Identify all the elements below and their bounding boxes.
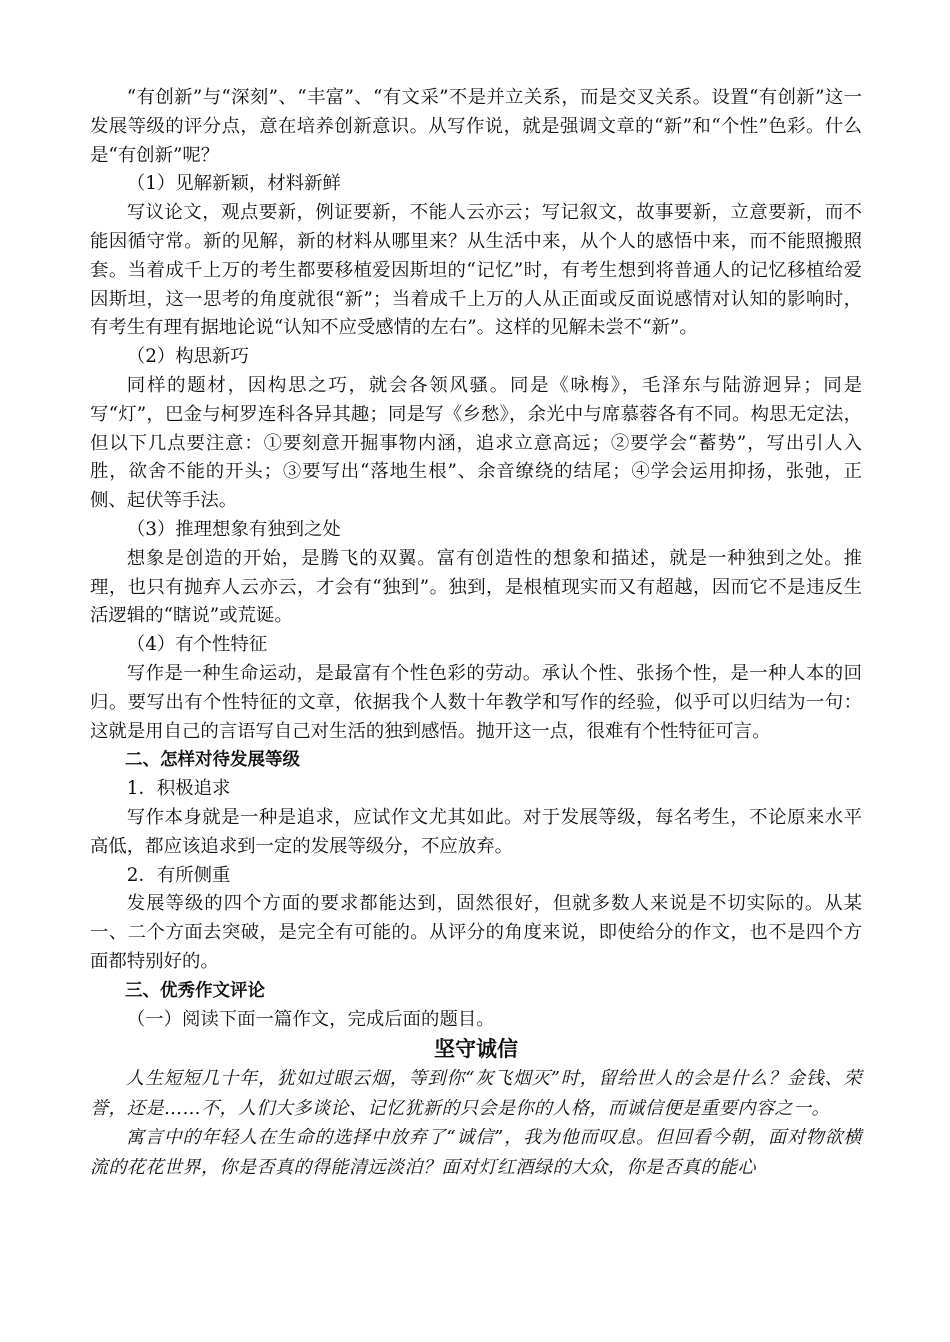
reading-instruction: （一）阅读下面一篇作文，完成后面的题目。 — [126, 1008, 495, 1030]
point-4-paragraph: 写作是一种生命运动，是最富有个性色彩的劳动。承认个性、张扬个性，是一种人本的回归。要写出有个性特征的文章，依据我个人数十年教学和写作的经验，似乎可以归结为一句：这就是用自己的言语写自己对生活的独到感悟。抛开这一点，很难有个性特征可言。 — [90, 662, 862, 742]
point-2-heading: （2）构思新巧 — [126, 346, 249, 368]
point-1-paragraph: 写议论文，观点要新，例证要新，不能人云亦云；写记叙文，故事要新，立意要新，而不能因循守常。新的见解，新的材料从哪里来？从生活中来，从个人的感悟中来，而不能照搬照套。当着成千上万的考生都要移植爱因斯坦的“记忆”时，有考生想到将普通人的记忆移植给爱因斯坦，这一思考的角度就很“新”；当着成千上万的人从正面或反面说感情对认知的影响时，有考生有理有据地论说“认知不应受感情的左右”。这样的见解未尝不“新”。 — [90, 202, 862, 339]
point-3-paragraph: 想象是创造的开始，是腾飞的双翼。富有创造性的想象和描述，就是一种独到之处。推理，也只有抛弃人云亦云，才会有“独到”。独到，是根植现实而又有超越，因而它不是违反生活逻辑的“瞎说”或荒诞。 — [90, 547, 862, 627]
point-4-heading: （4）有个性特征 — [126, 634, 268, 656]
essay-paragraph: 寓言中的年轻人在生命的选择中放弃了“诚信”，我为他而叹息。但回看今朝，面对物欲横流的花花世界，你是否真的得能清远淡泊？面对灯红酒绿的大众，你是否真的能心 — [90, 1127, 862, 1178]
subsection-2-paragraph: 发展等级的四个方面的要求都能达到，固然很好，但就多数人来说是不切实际的。从某一、二个方面去突破，是完全有可能的。从评分的角度来说，即使给分的作文，也不是四个方面都特别好的。 — [90, 893, 862, 972]
subsection-1-heading: 1．积极追求 — [126, 778, 231, 800]
document-page — [90, 84, 862, 1182]
point-2-paragraph: 同样的题材，因构思之巧，就会各领风骚。同是《咏梅》，毛泽东与陆游迥异；同是写“灯”，巴金与柯罗连科各异其趣；同是写《乡愁》，余光中与席慕蓉各有不同。构思无定法，但以下几点要注意：①要刻意开掘事物内涵，追求立意高远；②要学会“蓄势”，写出引人入胜，欲舍不能的开头；③要写出“落地生根”、余音缭绕的结尾；④学会运用抑扬，张弛，正侧、起伏等手法。 — [90, 374, 862, 512]
subsection-2-heading: 2．有所侧重 — [126, 864, 231, 886]
essay-title: 坚守诚信 — [434, 1037, 518, 1062]
section-3-heading: 三、优秀作文评论 — [125, 980, 265, 1001]
point-3-heading: （3）推理想象有独到之处 — [126, 518, 341, 540]
point-1-heading: （1）见解新颖，材料新鲜 — [126, 173, 341, 195]
section-2-heading: 二、怎样对待发展等级 — [125, 750, 300, 771]
intro-paragraph: “有创新”与“深刻”、“丰富”、“有文采”不是并立关系，而是交叉关系。设置“有创新”这一发展等级的评分点，意在培养创新意识。从写作说，就是强调文章的“新”和“个性”色彩。什么是“有创新”呢？ — [90, 87, 862, 166]
essay-paragraph: 人生短短几十年，犹如过眼云烟，等到你“灰飞烟灭”时，留给世人的会是什么？金钱、荣誉，还是……不，人们大多谈论、记忆犹新的只会是你的人格，而诚信便是重要内容之一。 — [90, 1068, 862, 1119]
subsection-1-paragraph: 写作本身就是一种是追求，应试作文尤其如此。对于发展等级，每名考生，不论原来水平高低，都应该追求到一定的发展等级分，不应放弃。 — [90, 806, 862, 857]
